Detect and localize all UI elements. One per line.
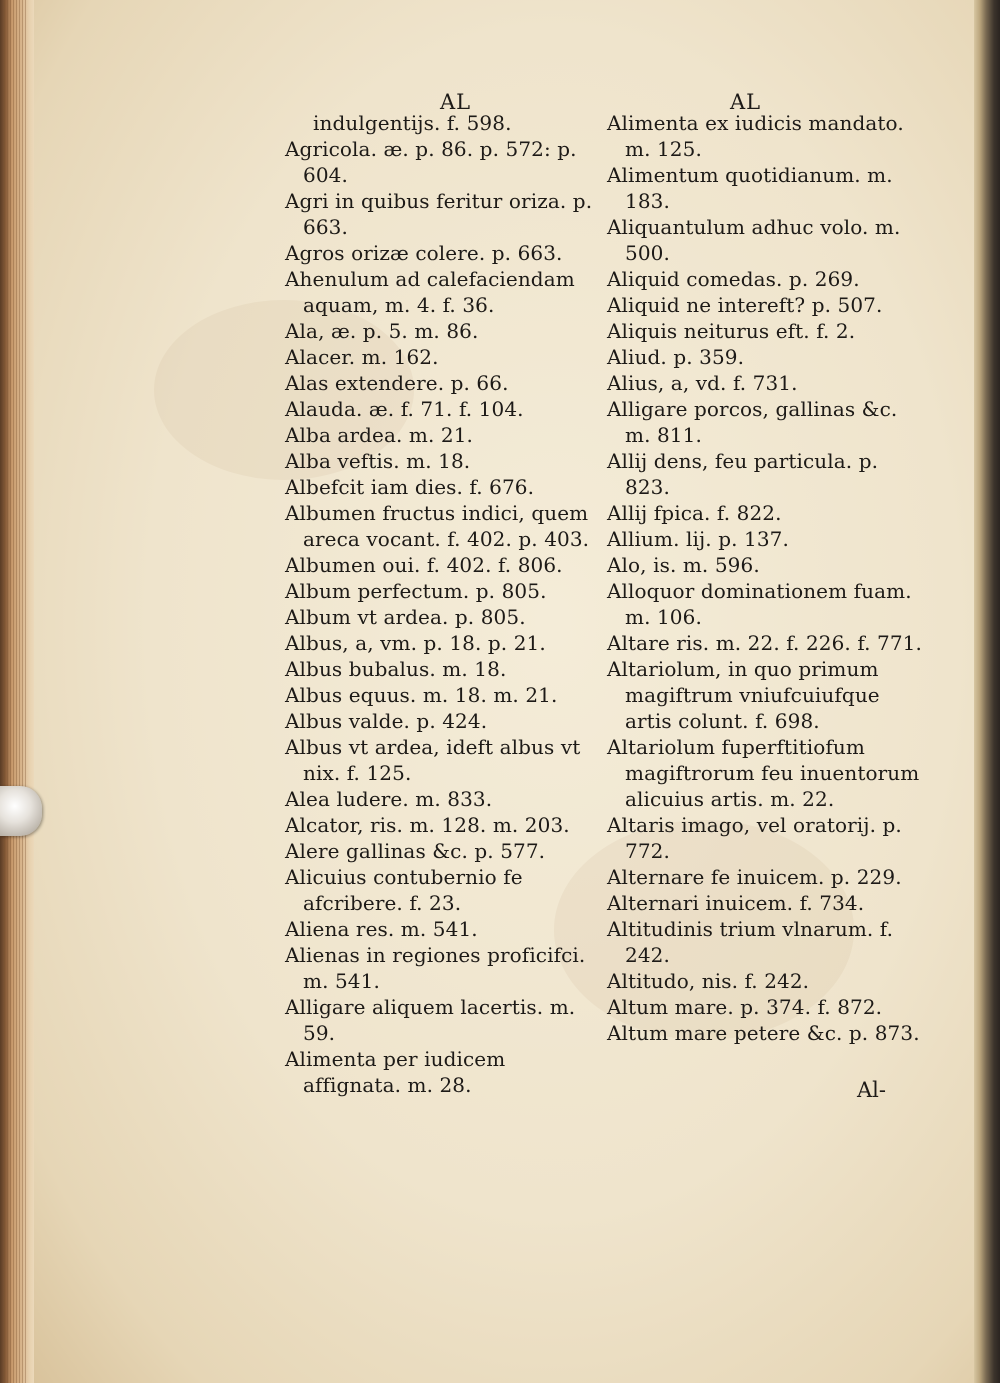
index-entry: Ala, æ. p. 5. m. 86.	[285, 319, 479, 343]
index-entry: Alea ludere. m. 833.	[285, 787, 493, 811]
index-entry: Allij fpica. f. 822.	[607, 501, 782, 525]
index-entry: Alius, a, vd. f. 731.	[607, 371, 798, 395]
index-entry: Altitudo, nis. f. 242.	[607, 969, 810, 993]
catchword: Al-	[857, 1078, 886, 1102]
index-entry: Aliquid ne intereft? p. 507.	[607, 293, 883, 317]
index-entry: Altariolum fuperftitiofum magiftrorum feu inuentorum alicuius artis. m. 22.	[607, 735, 920, 811]
index-entry: Album perfectum. p. 805.	[285, 579, 547, 603]
index-entry: Allij dens, feu particula. p. 823.	[607, 449, 879, 499]
book-gutter-edge	[0, 0, 38, 1383]
index-entry: Altum mare. p. 374. f. 872.	[607, 995, 883, 1019]
right-column	[607, 110, 925, 1046]
index-entry: Alimenta ex iudicis mandato. m. 125.	[607, 111, 904, 161]
index-entry: Albus, a, vm. p. 18. p. 21.	[285, 631, 546, 655]
index-entry: Aliquantulum adhuc volo. m. 500.	[607, 215, 901, 265]
index-entry: Alimenta per iudicem affignata. m. 28.	[285, 1047, 506, 1097]
index-entry: Albus valde. p. 424.	[285, 709, 488, 733]
index-entry: Allium. lij. p. 137.	[607, 527, 789, 551]
index-entry: Albus vt ardea, ideft albus vt nix. f. 125.	[285, 735, 581, 785]
index-entry: Alimentum quotidianum. m. 183.	[607, 163, 893, 213]
page-right-edge	[974, 0, 1000, 1383]
index-entry: Alo, is. m. 596.	[607, 553, 760, 577]
index-entry: Albumen fructus indici, quem areca vocant. f. 402. p. 403.	[285, 501, 590, 551]
index-entry: Alacer. m. 162.	[285, 345, 439, 369]
index-entry: Altaris imago, vel oratorij. p. 772.	[607, 813, 902, 863]
left-column	[285, 110, 605, 1098]
index-entry: Alicuius contubernio fe afcribere. f. 23.	[285, 865, 523, 915]
index-entry: Agros orizæ colere. p. 663.	[285, 241, 563, 265]
index-entry: Altare ris. m. 22. f. 226. f. 771.	[607, 631, 922, 655]
book-clasp	[0, 786, 42, 836]
index-entry: Albumen oui. f. 402. f. 806.	[285, 553, 563, 577]
index-entry: Aliena res. m. 541.	[285, 917, 478, 941]
index-entry: Alienas in regiones proficifci. m. 541.	[285, 943, 586, 993]
index-entry: Alauda. æ. f. 71. f. 104.	[285, 397, 524, 421]
index-entry: Altariolum, in quo primum magiftrum vniufcuiufque artis colunt. f. 698.	[607, 657, 880, 733]
index-entry: Alternari inuicem. f. 734.	[607, 891, 865, 915]
index-entry: Albus bubalus. m. 18.	[285, 657, 507, 681]
index-entry: Alere gallinas &c. p. 577.	[285, 839, 546, 863]
index-entry: Alba ardea. m. 21.	[285, 423, 473, 447]
index-entry: Alcator, ris. m. 128. m. 203.	[285, 813, 570, 837]
index-entry: Albefcit iam dies. f. 676.	[285, 475, 535, 499]
index-entry: Alligare porcos, gallinas &c. m. 811.	[607, 397, 898, 447]
index-entry: Alas extendere. p. 66.	[285, 371, 509, 395]
index-entry: Aliquis neiturus eft. f. 2.	[607, 319, 856, 343]
index-entry: Album vt ardea. p. 805.	[285, 605, 526, 629]
index-entry: Alba veftis. m. 18.	[285, 449, 471, 473]
index-entry: Alligare aliquem lacertis. m. 59.	[285, 995, 576, 1045]
index-entry: Agri in quibus feritur oriza. p. 663.	[285, 189, 593, 239]
index-entry: Alloquor dominationem fuam. m. 106.	[607, 579, 912, 629]
index-entry: Aliud. p. 359.	[607, 345, 745, 369]
index-entry: Albus equus. m. 18. m. 21.	[285, 683, 558, 707]
index-entry: Alternare fe inuicem. p. 229.	[607, 865, 902, 889]
index-entry: Ahenulum ad calefaciendam aquam, m. 4. f. 36.	[285, 267, 575, 317]
right-column-header: AL	[730, 90, 762, 114]
index-entry: Altum mare petere &c. p. 873.	[607, 1021, 920, 1045]
index-entry: Aliquid comedas. p. 269.	[607, 267, 860, 291]
index-entry: Agricola. æ. p. 86. p. 572: p. 604.	[285, 137, 577, 187]
index-entry: Altitudinis trium vlnarum. f. 242.	[607, 917, 894, 967]
index-entry: indulgentijs. f. 598.	[313, 111, 512, 135]
left-column-header: AL	[440, 90, 472, 114]
